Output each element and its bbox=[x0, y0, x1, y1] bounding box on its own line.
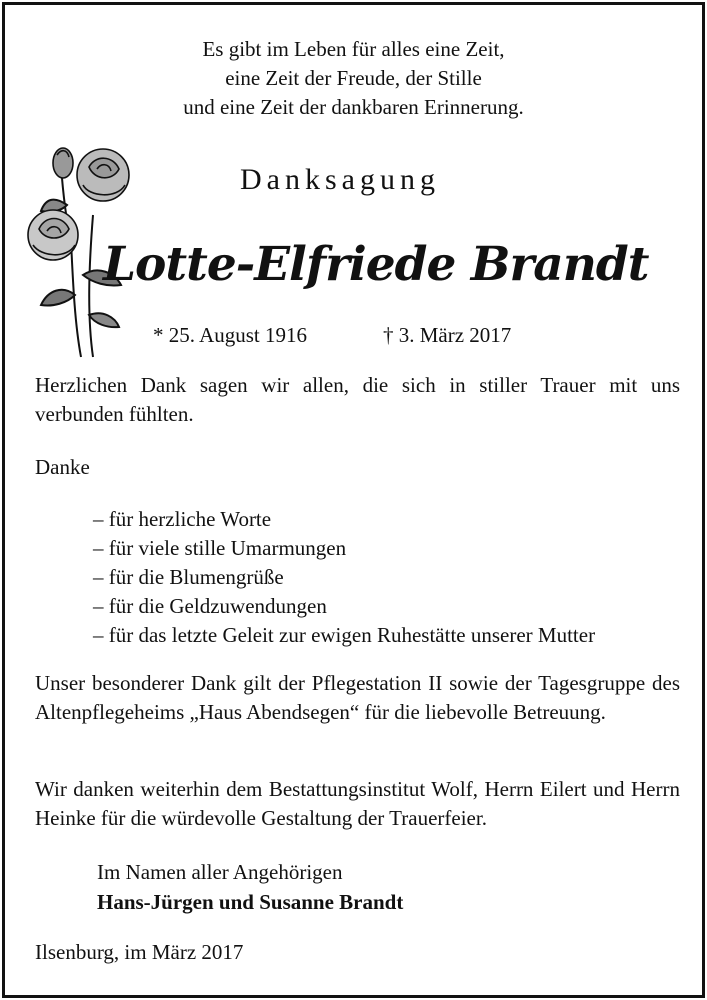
place-date: Ilsenburg, im März 2017 bbox=[35, 940, 244, 964]
list-item: – für die Geldzuwendungen bbox=[93, 594, 327, 618]
signature-line-1: Im Namen aller Angehörigen bbox=[97, 860, 343, 884]
list-item: – für viele stille Umarmungen bbox=[93, 536, 347, 560]
motto-line-3: und eine Zeit der dankbaren Erinnerung. bbox=[183, 95, 524, 119]
motto bbox=[5, 35, 702, 122]
further-thanks-paragraph: Wir danken weiterhin dem Bestattungsinstitut Wolf, Herrn Eilert und Herrn Heinke für die würdevolle Gestaltung der Trauerfeier. bbox=[35, 777, 680, 830]
birth-date: * 25. August 1916 bbox=[153, 323, 308, 347]
list-item: – für die Blumengrüße bbox=[93, 565, 284, 589]
death-date: † 3. März 2017 bbox=[383, 323, 512, 347]
danke-label: Danke bbox=[35, 455, 90, 479]
heading: Danksagung bbox=[240, 163, 440, 196]
danke-list bbox=[93, 505, 595, 650]
signature-names: Hans-Jürgen und Susanne Brandt bbox=[97, 890, 404, 914]
list-item: – für das letzte Geleit zur ewigen Ruhestätte unserer Mutter bbox=[93, 623, 596, 647]
deceased-name: Lotte-Elfriede Brandt bbox=[103, 237, 649, 292]
motto-line-1: Es gibt im Leben für alles eine Zeit, bbox=[202, 37, 505, 61]
signature bbox=[97, 857, 403, 917]
notice-frame bbox=[2, 2, 705, 998]
motto-line-2: eine Zeit der Freude, der Stille bbox=[225, 66, 482, 90]
special-thanks-paragraph: Unser besonderer Dank gilt der Pflegestation II sowie der Tagesgruppe des Altenpflegeheims „Haus Abendsegen“ für die liebevolle Betreuung. bbox=[35, 671, 680, 724]
list-item: – für herzliche Worte bbox=[93, 507, 272, 531]
intro-paragraph: Herzlichen Dank sagen wir allen, die sich in stiller Trauer mit uns verbunden fühlten. bbox=[35, 373, 680, 426]
